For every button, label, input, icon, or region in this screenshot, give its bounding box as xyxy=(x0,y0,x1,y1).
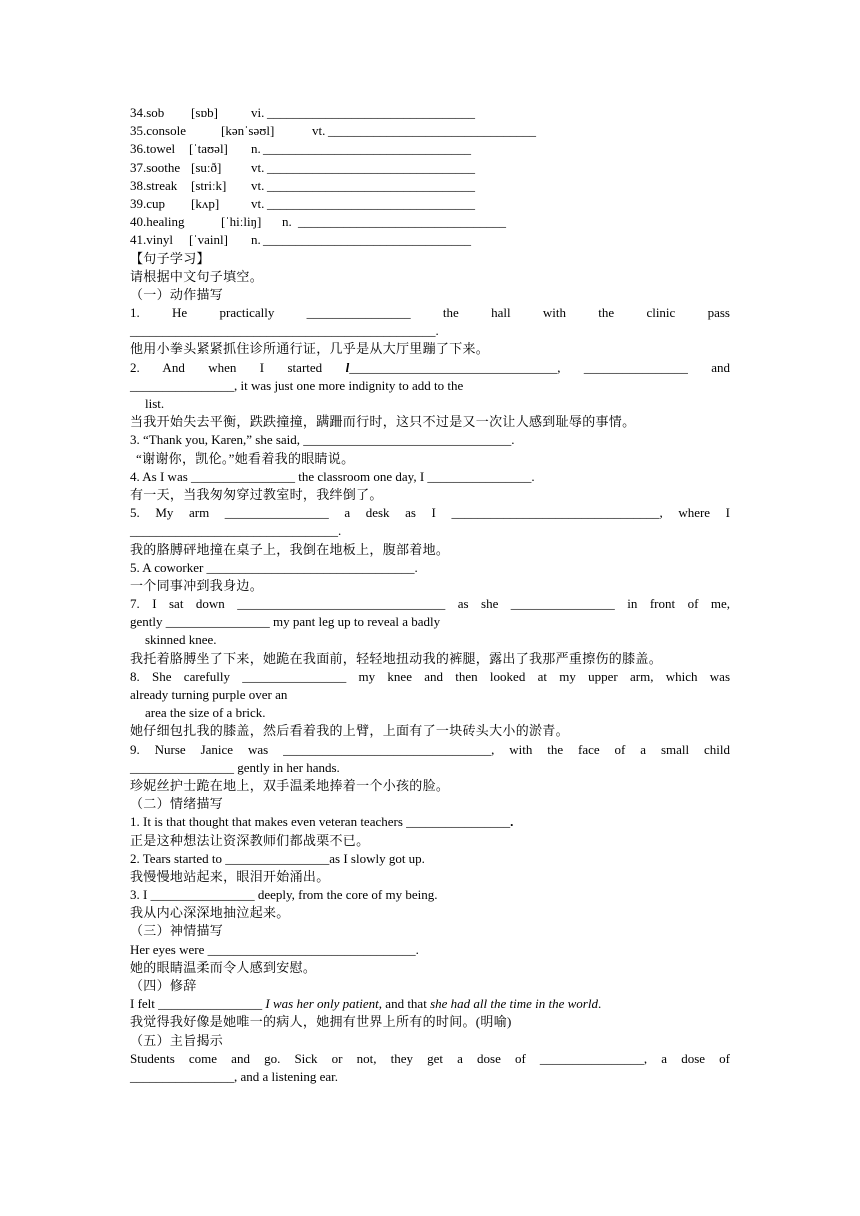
vocab-ipa: [kʌp] xyxy=(191,195,220,211)
sentence-translation: 他用小拳头紧紧抓住诊所通行证，几乎是从大厅里蹦了下来。 xyxy=(130,341,490,357)
sentence-translation: 珍妮丝护士跪在地上，双手温柔地捧着一个小孩的脸。 xyxy=(130,777,450,793)
vocab-pos: vt. xyxy=(251,177,265,193)
subsection-heading: （四）修辞 xyxy=(130,978,197,993)
vocab-pos: n. xyxy=(251,141,261,157)
vocab-word: 41.vinyl xyxy=(130,232,173,248)
sentence-line: _______________________________________________. xyxy=(130,323,439,339)
vocab-word: 40.healing xyxy=(130,214,185,230)
vocab-blank: ________________________________ xyxy=(298,214,506,230)
sentence-line: 8. She carefully ________________ my knee and then looked at my upper arm, which was xyxy=(130,668,730,684)
sentence-translation: 我从内心深深地抽泣起来。 xyxy=(130,905,290,921)
vocab-blank: ________________________________ xyxy=(267,177,475,193)
sentence-line: ________________, it was just one more indignity to add to the xyxy=(130,377,464,393)
vocab-word: 39.cup xyxy=(130,195,166,211)
sentence-text: . xyxy=(597,996,602,1012)
sentence-line: already turning purple over an xyxy=(130,687,288,702)
sentence-line: ________________________________. xyxy=(130,523,342,539)
vocab-blank: ________________________________ xyxy=(263,232,471,248)
subsection-heading: （一）动作描写 xyxy=(130,286,224,302)
vocab-pos: vt. xyxy=(251,159,265,175)
sentence-line: list. xyxy=(145,396,165,411)
vocab-row xyxy=(130,231,730,249)
sentence-translation: 一个同事冲到我身边。 xyxy=(130,577,264,593)
vocab-row xyxy=(130,159,730,177)
vocab-word: 35.console xyxy=(130,123,186,139)
vocab-ipa: [sɒb] xyxy=(191,105,219,120)
sentence-line: gently ________________ my pant leg up to reveal a badly xyxy=(130,614,441,630)
sentence-line xyxy=(130,359,730,377)
sentence-translation: “谢谢你，凯伦。”她看着我的眼睛说。 xyxy=(136,450,355,466)
sentence-translation: 她的眼睛温柔而令人感到安慰。 xyxy=(130,959,317,975)
sentence-translation: 我慢慢地站起来，眼泪开始涌出。 xyxy=(130,868,330,884)
sentence-italic: she had all the time in the world xyxy=(430,996,598,1012)
sentence-line: Students come and go. Sick or not, they get a dose of ________________, a dose of xyxy=(130,1050,730,1066)
sentence-line: ________________, and a listening ear. xyxy=(130,1068,338,1084)
vocab-blank: ________________________________ xyxy=(267,105,475,120)
sentence-line: 7. I sat down ________________________________ as she ________________ in front of me, xyxy=(130,596,730,612)
sentence-period: . xyxy=(510,814,514,830)
sentence-line: ________________ gently in her hands. xyxy=(130,759,340,775)
vocab-ipa: [ˈhiːliŋ] xyxy=(221,214,262,230)
sentence-translation: 她仔细包扎我的膝盖，然后看着我的上臂，上面有了一块砖头大小的淤青。 xyxy=(130,723,569,739)
sentence-line xyxy=(130,995,730,1013)
vocab-pos: vi. xyxy=(251,105,265,120)
sentence-line: Her eyes were ________________________________. xyxy=(130,941,419,957)
vocab-pos: vt. xyxy=(251,195,265,211)
subsection-heading: （五）主旨揭示 xyxy=(130,1032,224,1048)
vocab-ipa: [striːk] xyxy=(191,177,227,193)
subsection-heading: （三）神情描写 xyxy=(130,923,224,939)
vocab-blank: ________________________________ xyxy=(267,195,475,211)
vocab-ipa: [ˈvainl] xyxy=(189,232,228,248)
sentence-text: 2. And when I started xyxy=(130,359,323,375)
sentence-line: 5. A coworker ________________________________. xyxy=(130,559,418,575)
sentence-text: I felt ________________ xyxy=(130,996,266,1012)
sentence-line: 3. “Thank you, Karen,” she said, ________________________________. xyxy=(130,432,515,448)
vocab-blank: ________________________________ xyxy=(263,141,471,157)
vocab-row xyxy=(130,177,730,195)
vocab-ipa: [kənˈsəʊl] xyxy=(221,123,275,139)
sentence-line: 5. My arm ________________ a desk as I ________________________________, where I xyxy=(130,505,730,521)
sentence-line: 4. As I was ________________ the classroom one day, I ________________. xyxy=(130,468,535,484)
sentence-line: area the size of a brick. xyxy=(145,705,266,721)
sentence-text: 1. It is that thought that makes even veteran teachers ________________ xyxy=(130,814,511,830)
vocab-pos: n. xyxy=(282,214,292,230)
sentence-line: 3. I ________________ deeply, from the core of my being. xyxy=(130,887,438,903)
vocab-row xyxy=(130,122,730,140)
vocab-word: 37.soothe xyxy=(130,159,181,175)
vocab-ipa: [ˈtaʊəl] xyxy=(189,141,228,157)
vocab-row xyxy=(130,213,730,231)
vocab-pos: n. xyxy=(251,232,261,248)
vocab-row xyxy=(130,104,730,122)
sentence-line: 1. He practically ________________ the hall with the clinic pass xyxy=(130,305,730,321)
sentence-translation: 我的胳膊砰地撞在桌子上，我倒在地板上，腹部着地。 xyxy=(130,541,450,557)
subsection-heading: （二）情绪描写 xyxy=(130,796,224,812)
vocab-word: 36.towel xyxy=(130,141,176,157)
instruction: 请根据中文句子填空。 xyxy=(130,268,264,284)
vocab-blank: ________________________________ xyxy=(267,159,475,175)
vocab-ipa: [suːð] xyxy=(191,159,222,175)
vocab-row xyxy=(130,195,730,213)
sentence-line: 2. Tears started to ________________as I slowly got up. xyxy=(130,850,425,866)
sentence-translation: 我觉得我好像是她唯一的病人，她拥有世界上所有的时间。(明喻) xyxy=(130,1014,512,1030)
worksheet-content xyxy=(130,104,730,1086)
sentence-translation: 我托着胳膊坐了下来，她跪在我面前，轻轻地扭动我的裤腿，露出了我那严重擦伤的膝盖。 xyxy=(130,650,663,666)
sentence-italic: I was her only patient xyxy=(265,996,379,1012)
sentence-line xyxy=(130,813,730,831)
sentence-mark: l xyxy=(345,359,350,375)
sentence-translation: 当我开始失去平衡，跌跌撞撞，蹒跚而行时，这只不过是又一次让人感到耻辱的事情。 xyxy=(130,414,636,430)
vocab-blank: ________________________________ xyxy=(328,123,536,139)
section-heading: 【句子学习】 xyxy=(130,250,210,266)
sentence-line: 9. Nurse Janice was ________________________________, with the face of a small child xyxy=(130,741,730,757)
sentence-line: skinned knee. xyxy=(145,632,217,648)
sentence-text: ________________________________, ________________ and xyxy=(349,359,730,375)
sentence-translation: 有一天，当我匆匆穿过教室时，我绊倒了。 xyxy=(130,486,383,502)
vocab-pos: vt. xyxy=(312,123,326,139)
vocab-row xyxy=(130,140,730,158)
sentence-text: , and that xyxy=(378,996,431,1012)
vocab-word: 38.streak xyxy=(130,177,178,193)
vocab-word: 34.sob xyxy=(130,105,165,120)
sentence-translation: 正是这种想法让资深教师们都战栗不已。 xyxy=(130,832,370,848)
